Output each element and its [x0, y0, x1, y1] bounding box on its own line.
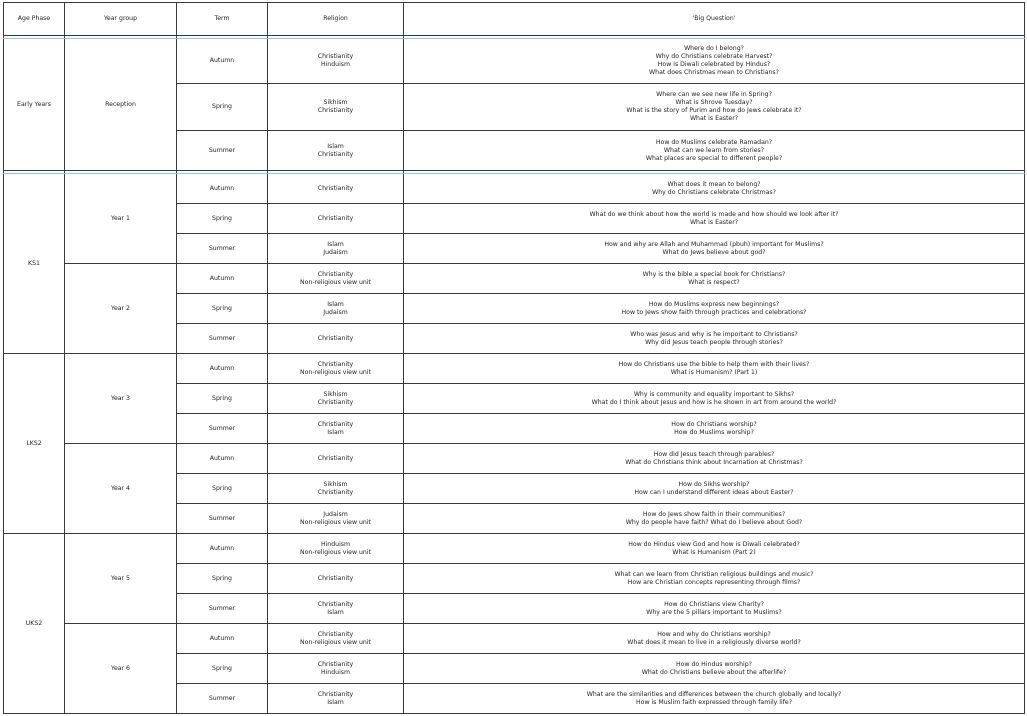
term-cell: Autumn: [177, 444, 268, 474]
year-group-cell: Year 6: [65, 624, 177, 714]
term-cell: Summer: [177, 324, 268, 354]
religion-cell: Sikhism Christianity: [268, 84, 404, 131]
religion-cell: Sikhism Christianity: [268, 384, 404, 414]
table-row: [4, 444, 1025, 474]
year-group-cell: Year 3: [65, 354, 177, 444]
question-cell: How do Muslims celebrate Ramadan? What can we learn from stories? What places are special to different people?: [404, 131, 1025, 171]
term-cell: Spring: [177, 294, 268, 324]
question-cell: What can we learn from Christian religious buildings and music? How are Christian concepts representing through films?: [404, 564, 1025, 594]
religion-cell: Christianity: [268, 324, 404, 354]
table-row: [4, 354, 1025, 384]
question-cell: How do Christians worship? How do Muslims worship?: [404, 414, 1025, 444]
header-religion: Religion: [268, 3, 404, 36]
term-cell: Summer: [177, 594, 268, 624]
question-cell: Why is community and equality important to Sikhs? What do I think about Jesus and how is he shown in art from around the world?: [404, 384, 1025, 414]
religion-cell: Islam Judaism: [268, 294, 404, 324]
religion-cell: Islam Christianity: [268, 131, 404, 171]
religion-cell: Christianity Islam: [268, 594, 404, 624]
age-phase-cell: LKS2: [4, 354, 65, 534]
table-row: [4, 264, 1025, 294]
question-cell: What do we think about how the world is made and how should we look after it? What is Easter?: [404, 204, 1025, 234]
header-row: [4, 3, 1025, 36]
question-cell: How do Hindus worship? What do Christians believe about the afterlife?: [404, 654, 1025, 684]
term-cell: Spring: [177, 654, 268, 684]
religion-cell: Christianity: [268, 204, 404, 234]
header-year-group: Year group: [65, 3, 177, 36]
question-cell: Who was Jesus and why is he important to Christians? Why did Jesus teach people through stories?: [404, 324, 1025, 354]
header-big-question: 'Big Question': [404, 3, 1025, 36]
term-cell: Spring: [177, 384, 268, 414]
question-cell: How do Christians view Charity? Why are the 5 pillars important to Muslims?: [404, 594, 1025, 624]
religion-cell: Christianity Islam: [268, 414, 404, 444]
term-cell: Spring: [177, 84, 268, 131]
religion-cell: Hinduism Non-religious view unit: [268, 534, 404, 564]
term-cell: Autumn: [177, 624, 268, 654]
question-cell: Where do I belong? Why do Christians celebrate Harvest? How is Diwali celebrated by Hindus? What does Christmas mean to Christians?: [404, 39, 1025, 84]
term-cell: Spring: [177, 474, 268, 504]
year-group-cell: Year 4: [65, 444, 177, 534]
religion-cell: Christianity: [268, 564, 404, 594]
header-age-phase: Age Phase: [4, 3, 65, 36]
term-cell: Spring: [177, 564, 268, 594]
table-row: [4, 534, 1025, 564]
religion-cell: Christianity Non-religious view unit: [268, 624, 404, 654]
question-cell: How do Hindus view God and how is Diwali celebrated? What is Humanism (Part 2): [404, 534, 1025, 564]
question-cell: How and why are Allah and Muhammad (pbuh) important for Muslims? What do Jews believe about god?: [404, 234, 1025, 264]
term-cell: Summer: [177, 131, 268, 171]
term-cell: Autumn: [177, 264, 268, 294]
table-row: [4, 39, 1025, 84]
religion-cell: Christianity: [268, 444, 404, 474]
question-cell: What are the similarities and differences between the church globally and locally? How is Muslim faith expressed through family life?: [404, 684, 1025, 714]
religion-cell: Sikhism Christianity: [268, 474, 404, 504]
religion-cell: Christianity Non-religious view unit: [268, 264, 404, 294]
religion-cell: Christianity Hinduism: [268, 654, 404, 684]
term-cell: Summer: [177, 504, 268, 534]
term-cell: Summer: [177, 684, 268, 714]
curriculum-table: [3, 2, 1025, 714]
year-group-cell: Year 2: [65, 264, 177, 354]
question-cell: How do Sikhs worship? How can I understand different ideas about Easter?: [404, 474, 1025, 504]
question-cell: What does it mean to belong? Why do Christians celebrate Christmas?: [404, 174, 1025, 204]
table-body: [4, 36, 1025, 714]
term-cell: Autumn: [177, 534, 268, 564]
table-row: [4, 624, 1025, 654]
religion-cell: Christianity Islam: [268, 684, 404, 714]
age-phase-cell: Early Years: [4, 39, 65, 171]
question-cell: How do Christians use the bible to help them with their lives? What is Humanism? (Part 1): [404, 354, 1025, 384]
term-cell: Autumn: [177, 39, 268, 84]
year-group-cell: Year 5: [65, 534, 177, 624]
question-cell: How do Muslims express new beginnings? How to Jews show faith through practices and celebrations?: [404, 294, 1025, 324]
term-cell: Autumn: [177, 174, 268, 204]
year-group-cell: Reception: [65, 39, 177, 171]
religion-cell: Christianity Hinduism: [268, 39, 404, 84]
question-cell: How do Jews show faith in their communities? Why do people have faith? What do I believe about God?: [404, 504, 1025, 534]
religion-cell: Islam Judaism: [268, 234, 404, 264]
age-phase-cell: UKS2: [4, 534, 65, 714]
religion-cell: Christianity: [268, 174, 404, 204]
religion-cell: Judaism Non-religious view unit: [268, 504, 404, 534]
year-group-cell: Year 1: [65, 174, 177, 264]
question-cell: Why is the bible a special book for Christians? What is respect?: [404, 264, 1025, 294]
question-cell: How did Jesus teach through parables? What do Christians think about Incarnation at Christmas?: [404, 444, 1025, 474]
age-phase-cell: KS1: [4, 174, 65, 354]
term-cell: Summer: [177, 234, 268, 264]
religion-cell: Christianity Non-religious view unit: [268, 354, 404, 384]
header-term: Term: [177, 3, 268, 36]
term-cell: Autumn: [177, 354, 268, 384]
table-row: [4, 174, 1025, 204]
term-cell: Spring: [177, 204, 268, 234]
question-cell: How and why do Christians worship? What does it mean to live in a religiously diverse world?: [404, 624, 1025, 654]
question-cell: Where can we see new life in Spring? What is Shrove Tuesday? What is the story of Purim and how do Jews celebrate it? What is Easter?: [404, 84, 1025, 131]
term-cell: Summer: [177, 414, 268, 444]
